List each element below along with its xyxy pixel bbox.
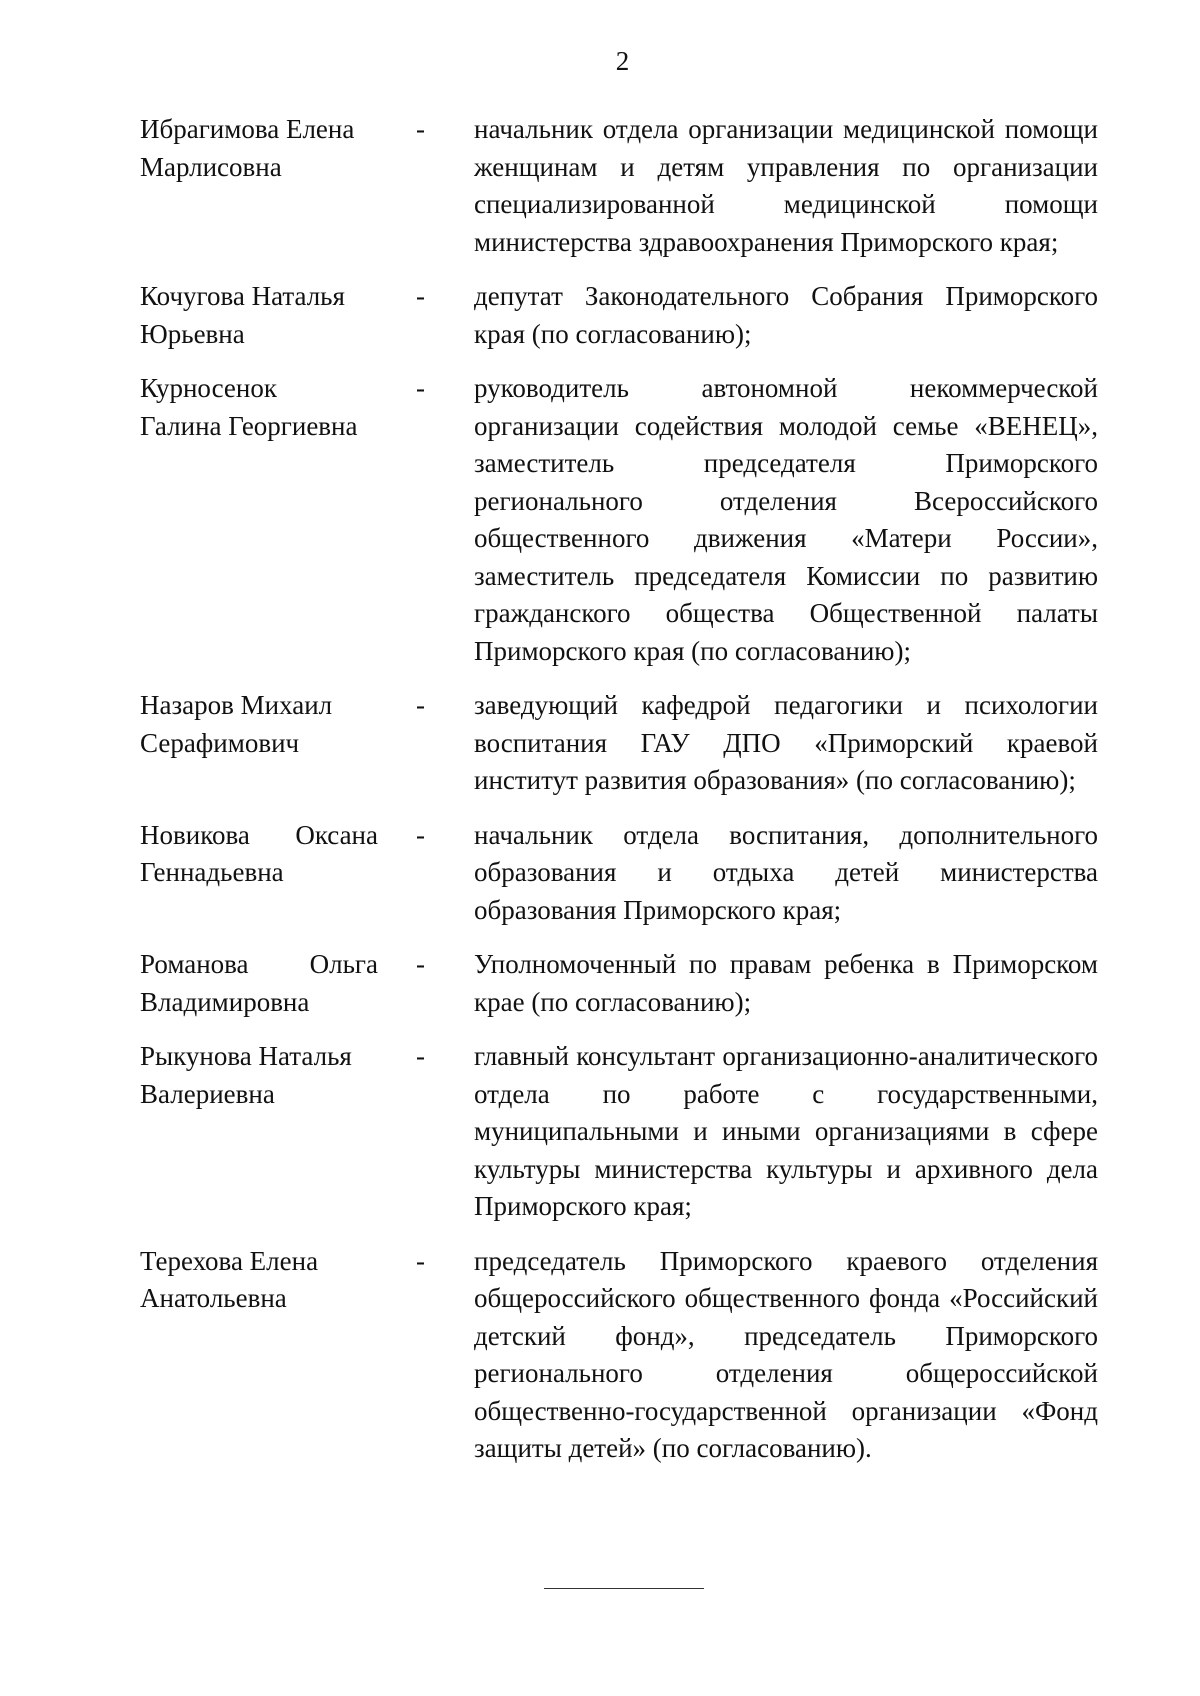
member-name-line: Владимировна [140,986,310,1017]
member-name-line: Новикова Оксана [140,819,378,850]
dash-glyph: - [416,114,425,144]
member-name [140,817,378,892]
list-item [140,817,1110,930]
end-of-list-rule [544,1588,704,1589]
dash-glyph: - [416,1245,425,1276]
member-name [140,278,378,353]
member-name [140,946,378,1021]
dash-glyph: - [416,690,425,720]
member-name-line: Анатольевна [140,1283,287,1313]
list-item [140,111,1110,261]
member-name [140,687,378,762]
dash-glyph: - [416,281,425,311]
member-name [140,1243,378,1318]
dash-glyph: - [416,949,425,979]
member-name-line: Валериевна [140,1078,275,1109]
member-name-line: Терехова Елена [140,1245,319,1276]
dash-glyph: - [416,373,425,403]
member-name [140,1038,378,1113]
member-name-line: Курносенок [140,373,277,403]
member-position: депутат Законодательного Собрания Приморского края (по согласованию); [474,281,1098,349]
member-name-line: Юрьевна [140,318,245,349]
member-name-line: Назаров Михаил [140,690,333,720]
member-position: начальник отдела воспитания, дополнительного образования и отдыха детей министерства образования Приморского края; [474,819,1098,925]
member-name-line: Ибрагимова Елена [140,114,355,144]
member-position: начальник отдела организации медицинской помощи женщинам и детям управления по организации специализированной медицинской помощи министерства здравоохранения Приморского края; [474,114,1098,257]
member-position: председатель Приморского краевого отделения общероссийского общественного фонда «Российский детский фонд», председатель Приморского регионального отделения общероссийской общественно-государственной организации «Фонд защиты детей» (по согласованию). [474,1245,1098,1463]
member-name-line: Галина Георгиевна [140,410,358,441]
list-item [140,370,1110,670]
member-name-line: Кочугова Наталья [140,281,345,311]
member-name [140,370,378,445]
list-item [140,1038,1110,1226]
member-position: Уполномоченный по правам ребенка в Приморском крае (по согласованию); [474,949,1098,1017]
dash-glyph: - [416,1041,425,1071]
member-list [140,111,1110,1468]
member-name [140,111,378,186]
member-name-line: Марлисовна [140,151,282,182]
list-item [140,278,1110,353]
list-item [140,1243,1110,1468]
member-name-line: Романова Ольга [140,949,378,979]
member-position: главный консультант организационно-аналитического отдела по работе с государственными, муниципальными и иными организациями в сфере культуры министерства культуры и архивного дела Приморского края; [474,1041,1098,1221]
member-position: заведующий кафедрой педагогики и психологии воспитания ГАУ ДПО «Приморский краевой институт развития образования» (по согласованию); [474,690,1098,795]
member-position: руководитель автономной некоммерческой организации содействия молодой семье «ВЕНЕЦ», заместитель председателя Приморского регионального отделения Всероссийского общественного движения «Матери России», заместитель председателя Комиссии по развитию гражданского общества Общественной палаты Приморского края (по согласованию); [474,373,1098,666]
list-item [140,946,1110,1021]
page-number: 2 [615,46,630,76]
member-name-line: Рыкунова Наталья [140,1041,352,1071]
dash-glyph: - [416,819,425,850]
member-name-line: Геннадьевна [140,857,284,887]
list-item [140,687,1110,800]
member-name-line: Серафимович [140,727,300,758]
